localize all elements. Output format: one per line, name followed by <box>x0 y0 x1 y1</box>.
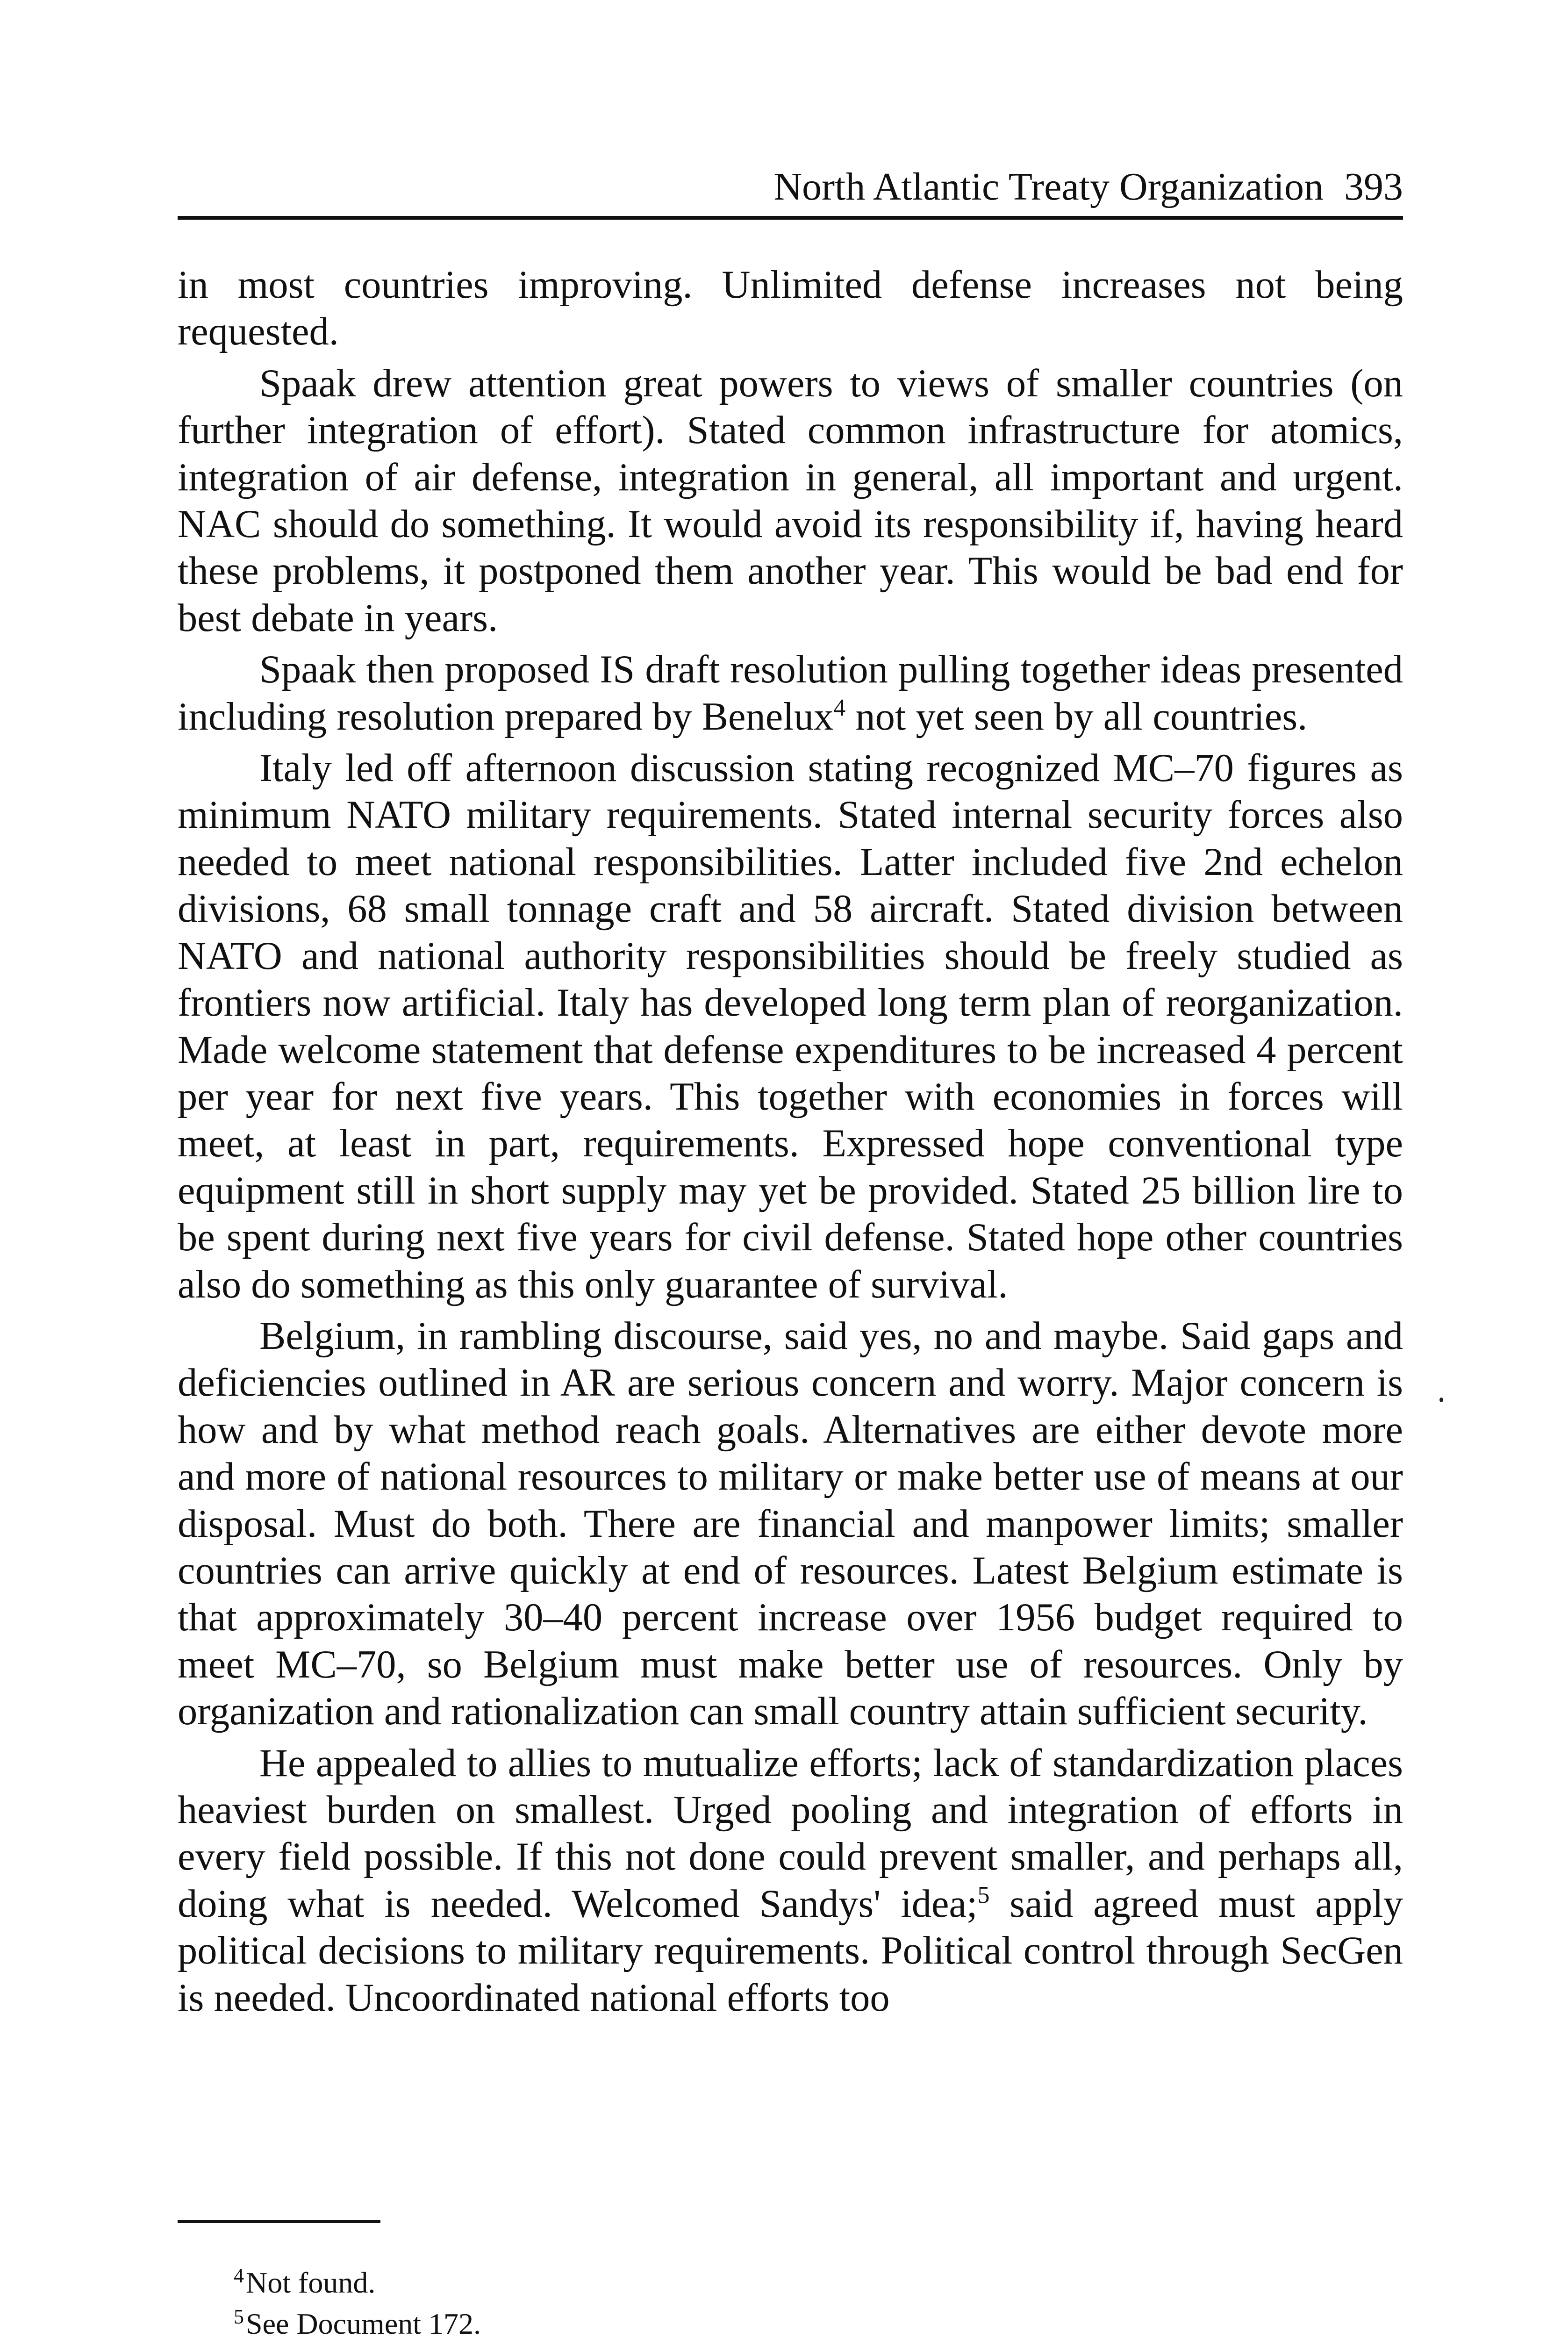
footnote-rule <box>178 2220 380 2223</box>
footnote-ref-5[interactable]: 5 <box>977 1881 990 1908</box>
header-rule <box>178 216 1403 220</box>
paragraph-2: Spaak drew attention great powers to views of smaller countries (on further integration of effort). Stated common infrastructure for atomics, integration of air defense, integration in general, all important and urgent. NAC should do something. It would avoid its responsibility if, having heard these problems, it postponed them another year. This would be bad end for best debate in years. <box>178 361 1403 640</box>
body-text <box>178 262 1403 2026</box>
paragraph-3-text: Spaak then proposed IS draft resolution pulling together ideas presented including resolution prepared by Benelux <box>178 648 1403 738</box>
paragraph-6 <box>178 1740 1403 2022</box>
paragraph-4: Italy led off afternoon discussion stating recognized MC–70 figures as minimum NATO military requirements. Stated internal security forces also needed to meet national responsibilities. Latter included five 2nd echelon divisions, 68 small tonnage craft and 58 aircraft. Stated division between NATO and national authority responsibilities should be freely studied as frontiers now artificial. Italy has developed long term plan of reorganization. Made welcome statement that defense expenditures to be increased 4 percent per year for next five years. This together with economies in forces will meet, at least in part, requirements. Expressed hope conventional type equipment still in short supply may yet be provided. Stated 25 billion lire to be spent during next five years for civil defense. Stated hope other countries also do something as this only guarantee of survival. <box>178 746 1403 1306</box>
page-number: 393 <box>1344 165 1403 208</box>
paragraph-3-text-cont: not yet seen by all countries. <box>845 695 1308 738</box>
paragraph-1: in most countries improving. Unlimited defense increases not being requested. <box>178 263 1403 354</box>
running-title: North Atlantic Treaty Organization <box>773 165 1324 208</box>
paragraph-5: Belgium, in rambling discourse, said yes, no and maybe. Said gaps and deficiencies outlined in AR are serious concern and worry. Major concern is how and by what method reach goals. Alternatives are either devote more and more of national resources to military or make better use of means at our disposal. Must do both. There are financial and manpower limits; smaller countries can arrive quickly at end of resources. Latest Belgium estimate is that approximately 30–40 percent increase over 1956 budget required to meet MC–70, so Belgium must make better use of resources. Only by organization and rationalization can small country attain sufficient security. <box>178 1314 1403 1734</box>
footnote-4 <box>234 2262 481 2303</box>
footnote-5 <box>234 2303 481 2337</box>
footnotes <box>234 2262 481 2337</box>
paragraph-6-text-cont: said agreed must apply political decisions to military requirements. Political control through SecGen is needed. Uncoordinated national efforts too <box>178 1882 1403 2020</box>
footnote-text: See Document 172. <box>246 2307 481 2337</box>
footnote-ref-4[interactable]: 4 <box>833 694 846 721</box>
footnote-text: Not found. <box>246 2266 376 2299</box>
paragraph-3 <box>178 646 1403 740</box>
footnote-marker: 4 <box>234 2264 244 2287</box>
running-header <box>178 159 1403 215</box>
running-head <box>773 159 1403 215</box>
paragraph-6-text: He appealed to allies to mutualize efforts; lack of standardization places heaviest burden on smallest. Urged pooling and integration of efforts in every field possible. If this not done could prevent smaller, and perhaps all, doing what is needed. Welcomed Sandys' idea; <box>178 1741 1403 1926</box>
print-speck <box>1439 1398 1443 1402</box>
footnote-marker: 5 <box>234 2305 244 2328</box>
